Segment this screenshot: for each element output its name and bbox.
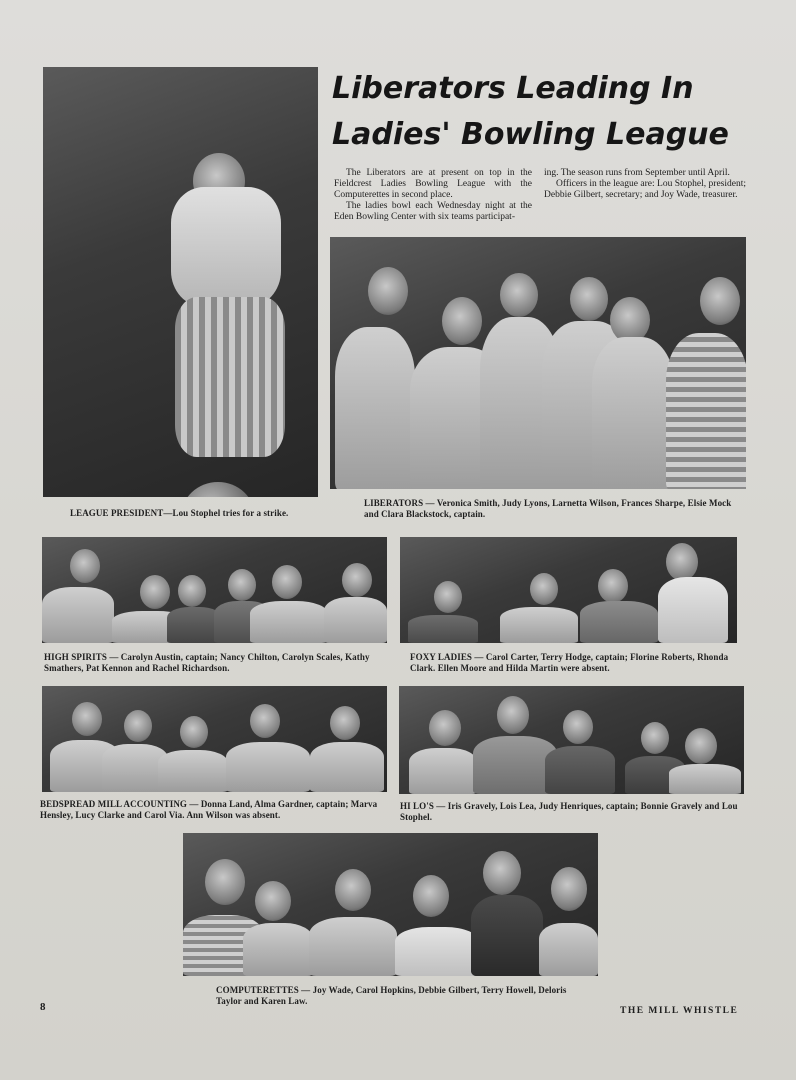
caption-computerettes: COMPUTERETTES — Joy Wade, Carol Hopkins, Debbie Gilbert, Terry Howell, Deloris Taylor and Karen Law.: [216, 985, 567, 1006]
caption-hi-los: HI LO'S — Iris Gravely, Lois Lea, Judy Henriques, captain; Bonnie Gravely and Lou Stophel.: [400, 801, 738, 822]
publication-name: THE MILL WHISTLE: [620, 1006, 739, 1016]
article-paragraph: The Liberators are at present on top in the Fieldcrest Ladies Bowling League with the Computerettes in second place.: [334, 168, 532, 200]
caption-foxy-ladies: FOXY LADIES — Carol Carter, Terry Hodge, captain; Florine Roberts, Rhonda Clark. Ellen Moore and Hilda Martin were absent.: [410, 652, 729, 673]
headline: [332, 66, 762, 158]
article-paragraph: The ladies bowl each Wednesday night at the Eden Bowling Center with six teams participat-: [334, 201, 532, 222]
photo-high-spirits: [42, 537, 387, 643]
article-paragraph: Officers in the league are: Lou Stophel, president; Debbie Gilbert, secretary; and Joy Wade, treasurer.: [544, 179, 746, 200]
photo-bedspread-mill-accounting: [42, 686, 387, 792]
article-paragraph: ing. The season runs from September until April.: [544, 168, 730, 178]
caption-league-president: LEAGUE PRESIDENT—Lou Stophel tries for a strike.: [70, 508, 289, 518]
caption-bedspread-mill-accounting: BEDSPREAD MILL ACCOUNTING — Donna Land, Alma Gardner, captain; Marva Hensley, Lucy Clarke and Carol Via. Ann Wilson was absent.: [40, 799, 378, 820]
page-number: 8: [40, 1001, 46, 1013]
caption-liberators: LIBERATORS — Veronica Smith, Judy Lyons, Larnetta Wilson, Frances Sharpe, Elsie Mock and Clara Blackstock, captain.: [364, 498, 732, 519]
photo-hi-los: [399, 686, 744, 794]
article-column-2: [544, 168, 746, 201]
photo-liberators: [330, 237, 746, 489]
photo-computerettes: [183, 833, 598, 976]
caption-high-spirits: HIGH SPIRITS — Carolyn Austin, captain; Nancy Chilton, Carolyn Scales, Kathy Smathers, Pat Kennon and Rachel Richardson.: [44, 652, 370, 673]
photo-foxy-ladies: [400, 537, 737, 643]
headline-line-2: Ladies' Bowling League: [332, 117, 729, 152]
headline-line-1: Liberators Leading In: [332, 71, 694, 106]
photo-league-president: [43, 67, 318, 497]
article-column-1: [334, 168, 532, 223]
